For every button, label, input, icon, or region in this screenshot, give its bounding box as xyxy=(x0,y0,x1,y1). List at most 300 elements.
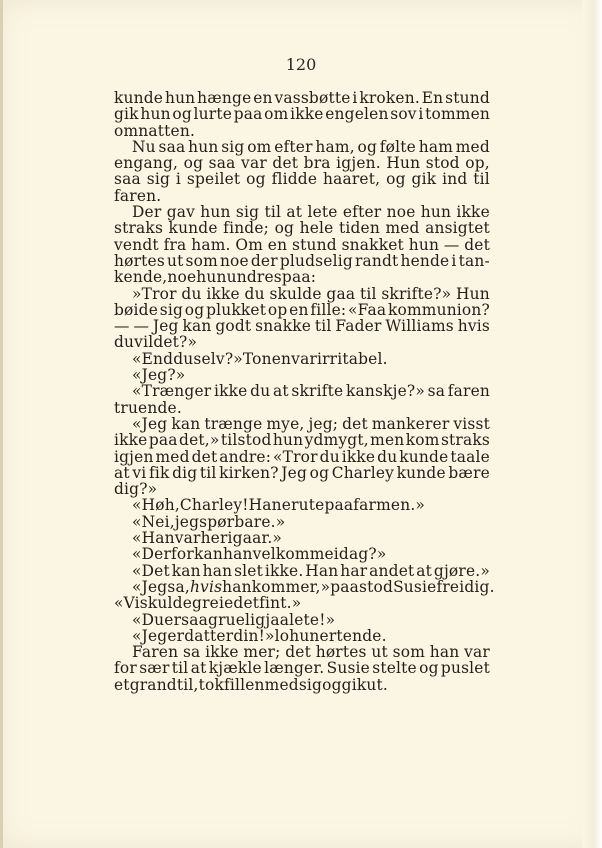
text-line xyxy=(114,237,490,253)
word: han xyxy=(222,545,253,564)
word: var xyxy=(174,529,201,548)
word: gruelig xyxy=(208,610,266,629)
word: i xyxy=(352,89,358,107)
word: ut xyxy=(166,251,184,270)
word: kunde xyxy=(114,89,164,107)
word: du xyxy=(244,284,265,303)
word: bare.» xyxy=(234,512,286,531)
text-line xyxy=(114,334,490,350)
word: igjen xyxy=(114,447,154,466)
word: som xyxy=(392,643,425,662)
word: om xyxy=(114,121,139,140)
text-line xyxy=(114,188,490,204)
word: godt xyxy=(215,317,252,336)
word: gik xyxy=(114,105,139,124)
text-line xyxy=(114,286,490,302)
text-line xyxy=(114,171,490,187)
word: hørtes xyxy=(114,251,165,270)
word: stund xyxy=(292,235,337,254)
text-line xyxy=(114,514,490,530)
word: der xyxy=(250,251,278,270)
text-line xyxy=(114,416,490,432)
text-line xyxy=(114,90,490,106)
word: og xyxy=(183,154,204,173)
word: du xyxy=(114,333,135,352)
word: din!» xyxy=(233,626,275,645)
word: visst xyxy=(453,414,490,433)
word: du xyxy=(377,447,398,466)
word: at xyxy=(190,659,207,678)
word: igjen. xyxy=(336,154,381,173)
word: selv?» xyxy=(193,349,243,368)
word: du xyxy=(173,349,194,368)
word: og xyxy=(184,300,205,319)
text-line xyxy=(114,530,490,546)
word: du xyxy=(319,447,340,466)
word: kan xyxy=(171,561,201,580)
word: og xyxy=(419,659,439,678)
word: jaalete!» xyxy=(265,610,336,629)
word: paa xyxy=(233,105,263,124)
body-text xyxy=(114,89,495,694)
word: et xyxy=(114,675,130,694)
word: kommer,» xyxy=(251,577,331,596)
word: gik xyxy=(341,675,367,694)
word: i xyxy=(418,105,424,124)
word: faren xyxy=(447,382,490,401)
word: kirken? xyxy=(219,463,279,482)
word: sær xyxy=(139,659,170,678)
word: »Tror xyxy=(132,284,177,303)
word: «Han xyxy=(132,529,175,548)
word: mer; xyxy=(243,643,281,662)
page-right-edge xyxy=(582,0,602,848)
word: var xyxy=(241,154,267,173)
word: Charley! xyxy=(179,496,249,515)
word: «Vi xyxy=(114,594,140,613)
word: gav xyxy=(166,203,196,222)
word: noe xyxy=(219,251,249,270)
text-line xyxy=(114,106,490,122)
word: slet xyxy=(234,561,263,580)
word: «Jeg xyxy=(132,414,168,433)
word: er xyxy=(167,626,185,645)
text-line xyxy=(114,432,490,448)
word: tilstod xyxy=(220,431,272,450)
text-line xyxy=(114,612,490,628)
word: kanskje?» xyxy=(345,382,425,401)
word: skrifte xyxy=(291,382,344,401)
word: om xyxy=(247,137,272,156)
word: længer. xyxy=(264,659,325,678)
word: det xyxy=(272,154,299,173)
word: straks xyxy=(114,219,164,238)
word: gjøre.» xyxy=(433,561,490,580)
word: og xyxy=(246,170,266,189)
page-left-edge xyxy=(0,0,3,848)
word: som xyxy=(185,251,218,270)
text-line xyxy=(114,577,495,596)
word: Om xyxy=(235,235,263,254)
word: op, xyxy=(465,154,490,173)
word: gaa xyxy=(326,284,356,303)
word: hun xyxy=(196,268,227,287)
word: hvis xyxy=(189,577,223,596)
word: Tonen xyxy=(242,349,292,368)
word: dig xyxy=(172,463,198,482)
word: ikke xyxy=(290,105,324,124)
word: ut. xyxy=(366,675,388,694)
word: dig?» xyxy=(114,480,158,499)
word: hun xyxy=(140,105,171,124)
word: igaar.» xyxy=(227,529,283,548)
word: finde; xyxy=(223,219,270,238)
word: Jeg xyxy=(152,317,179,336)
word: i xyxy=(175,170,182,189)
text-line xyxy=(114,123,490,139)
word: natten. xyxy=(138,121,196,140)
word: og xyxy=(309,463,330,482)
word: her xyxy=(200,529,228,548)
word: hun xyxy=(200,203,231,222)
word: paa xyxy=(324,496,354,515)
word: at xyxy=(286,203,303,222)
word: har xyxy=(340,561,368,580)
word: Han xyxy=(248,496,282,515)
word: hun xyxy=(408,235,440,254)
word: hun xyxy=(289,626,320,645)
word: er xyxy=(164,610,182,629)
word: greie xyxy=(192,594,234,613)
word: ikke xyxy=(341,447,376,466)
word: komme xyxy=(275,545,334,564)
word: — xyxy=(443,235,460,254)
word: «Faa xyxy=(348,300,387,319)
word: stod xyxy=(425,154,460,173)
word: hun xyxy=(188,137,219,156)
word: det xyxy=(464,235,490,254)
word: kan xyxy=(193,545,223,564)
word: «Tror xyxy=(273,447,318,466)
word: engelen xyxy=(325,105,389,124)
word: sig xyxy=(159,300,184,319)
word: spør xyxy=(199,512,235,531)
word: sa xyxy=(182,643,201,662)
word: plukket xyxy=(206,300,267,319)
word: Hun xyxy=(386,154,421,173)
word: ertende. xyxy=(319,626,387,645)
word: paastod xyxy=(330,577,394,596)
word: ikke xyxy=(205,643,239,662)
text-line xyxy=(114,677,490,693)
word: vel xyxy=(252,545,276,564)
word: fik xyxy=(148,463,170,482)
word: mankerer xyxy=(371,414,450,433)
word: og xyxy=(386,170,406,189)
word: fille: xyxy=(310,300,347,319)
word: Charley xyxy=(331,463,395,482)
word: og xyxy=(357,137,378,156)
text-line xyxy=(114,139,490,155)
word: ham, xyxy=(315,137,355,156)
word: undres xyxy=(226,268,282,287)
word: «Trænger xyxy=(132,382,212,401)
text-line xyxy=(114,644,490,660)
word: til xyxy=(473,170,490,189)
word: op xyxy=(267,300,288,319)
word: vassbøtte xyxy=(274,89,351,107)
word: vendt xyxy=(114,235,159,254)
word: at xyxy=(114,463,130,482)
word: noe xyxy=(386,203,416,222)
word: pludselig xyxy=(279,251,353,270)
word: det xyxy=(285,643,311,662)
word: efter xyxy=(342,203,382,222)
word: kende, xyxy=(114,268,168,287)
word: puslet xyxy=(440,659,490,678)
text-line xyxy=(114,481,490,497)
word: ind xyxy=(442,170,468,189)
word: du xyxy=(181,284,202,303)
word: «Høh, xyxy=(132,496,180,515)
word: ikke xyxy=(456,203,490,222)
word: og xyxy=(322,675,342,694)
word: snakke xyxy=(255,317,312,336)
text-line xyxy=(114,449,490,465)
text-line xyxy=(114,660,490,676)
text-line xyxy=(114,465,490,481)
word: paa xyxy=(148,431,178,450)
word: ut xyxy=(371,643,388,662)
word: ham. xyxy=(191,235,231,254)
word: Han xyxy=(305,561,339,580)
word: tommen xyxy=(425,105,490,124)
word: sig xyxy=(146,170,171,189)
word: det xyxy=(342,414,368,433)
word: hende xyxy=(400,251,450,270)
text-line xyxy=(114,400,490,416)
word: skrifte?» xyxy=(381,284,452,303)
word: kroken. xyxy=(359,89,420,107)
text-line xyxy=(114,497,490,513)
word: med xyxy=(455,137,490,156)
word: følte xyxy=(379,137,416,156)
word: datter xyxy=(184,626,234,645)
word: «Jeg xyxy=(132,577,168,596)
word: «Jeg?» xyxy=(132,366,186,385)
word: Der xyxy=(132,203,162,222)
word: fra xyxy=(163,235,187,254)
word: og xyxy=(274,219,295,238)
word: at xyxy=(416,561,433,580)
word: «Jeg xyxy=(132,626,168,645)
word: kommunion? xyxy=(388,300,490,319)
text-line xyxy=(114,253,490,269)
word: tok xyxy=(198,675,224,694)
word: saa xyxy=(208,154,236,173)
text-line xyxy=(114,383,490,399)
word: til xyxy=(359,284,377,303)
word: stund xyxy=(445,89,490,107)
word: ikke xyxy=(206,284,240,303)
word: tiden xyxy=(338,219,380,238)
word: det?» xyxy=(153,333,198,352)
text-line xyxy=(114,351,490,367)
word: hørtes xyxy=(315,643,367,662)
word: det xyxy=(233,594,260,613)
word: sig xyxy=(235,203,260,222)
word: hun xyxy=(164,89,196,107)
word: tan- xyxy=(458,251,490,270)
word: haaret, xyxy=(323,170,381,189)
word: er xyxy=(281,496,299,515)
word: kjækle xyxy=(208,659,262,678)
word: var xyxy=(464,643,490,662)
word: sa xyxy=(427,382,446,401)
word: om xyxy=(264,105,289,124)
word: hele xyxy=(299,219,334,238)
word: med xyxy=(155,447,190,466)
text-line xyxy=(114,318,490,334)
word: «Du xyxy=(132,610,165,629)
word: lurte xyxy=(193,105,233,124)
word: vil xyxy=(134,333,154,352)
word: «Nei, xyxy=(132,512,175,531)
word: ute xyxy=(298,496,325,515)
text-line xyxy=(114,367,490,383)
word: En xyxy=(421,89,444,107)
word: «Derfor xyxy=(132,545,194,564)
word: han xyxy=(222,577,252,596)
word: ikke xyxy=(214,382,248,401)
word: sig xyxy=(298,675,323,694)
word: ikke xyxy=(114,431,148,450)
word: til xyxy=(199,463,217,482)
word: og xyxy=(172,105,192,124)
word: Faren xyxy=(132,643,179,662)
word: speilet xyxy=(186,170,241,189)
word: du xyxy=(250,382,271,401)
word: en xyxy=(267,235,288,254)
word: Nu xyxy=(132,137,156,156)
word: men xyxy=(370,431,405,450)
page-number: 120 xyxy=(285,55,317,74)
word: — xyxy=(114,317,130,336)
word: for xyxy=(114,659,137,678)
word: ansigtet xyxy=(425,219,490,238)
word: sov xyxy=(390,105,417,124)
word: farmen.» xyxy=(353,496,426,515)
word: freidig. xyxy=(436,577,495,596)
word: det xyxy=(191,447,218,466)
text-line xyxy=(114,628,490,644)
word: irritabel. xyxy=(317,349,388,368)
word: kunde xyxy=(168,219,218,238)
word: mye, xyxy=(266,414,305,433)
word: Susie xyxy=(326,659,370,678)
word: «Det xyxy=(132,561,170,580)
word: — xyxy=(133,317,150,336)
word: jeg xyxy=(174,512,200,531)
word: han xyxy=(202,561,233,580)
word: saa xyxy=(158,137,186,156)
word: til xyxy=(264,203,282,222)
word: kunde xyxy=(396,463,446,482)
word: «End xyxy=(132,349,174,368)
word: han xyxy=(429,643,460,662)
word: Hun xyxy=(456,284,490,303)
text-line xyxy=(114,155,490,171)
word: kom xyxy=(405,431,440,450)
word: lete xyxy=(307,203,338,222)
word: flidde xyxy=(271,170,318,189)
word: kan xyxy=(182,317,212,336)
word: en xyxy=(253,89,273,107)
word: noe xyxy=(167,268,197,287)
word: Fader xyxy=(335,317,382,336)
word: skulde xyxy=(269,284,322,303)
word: gik xyxy=(411,170,437,189)
word: til, xyxy=(176,675,199,694)
word: engang, xyxy=(114,154,179,173)
word: trænge xyxy=(204,414,263,433)
word: skulde xyxy=(139,594,193,613)
word: bære xyxy=(448,463,490,482)
word: ham xyxy=(418,137,453,156)
word: hun xyxy=(272,431,304,450)
word: sig xyxy=(221,137,245,156)
word: vi xyxy=(132,463,147,482)
word: i xyxy=(451,251,457,270)
word: straks xyxy=(440,431,490,450)
word: grand xyxy=(129,675,177,694)
text-line xyxy=(114,546,490,562)
word: stelte xyxy=(372,659,417,678)
word: lo xyxy=(274,626,290,645)
text-line xyxy=(114,595,490,611)
text-line xyxy=(114,220,490,236)
word: taale xyxy=(450,447,490,466)
word: saa xyxy=(181,610,209,629)
word: det,» xyxy=(179,431,220,450)
word: fint.» xyxy=(259,594,302,613)
word: truende. xyxy=(114,398,182,417)
word: saa xyxy=(114,170,141,189)
word: Williams xyxy=(385,317,454,336)
word: til xyxy=(314,317,332,336)
word: randt xyxy=(354,251,399,270)
word: hvis xyxy=(457,317,490,336)
word: at xyxy=(272,382,289,401)
word: jeg; xyxy=(308,414,339,433)
word: ydmygt, xyxy=(304,431,369,450)
text-line xyxy=(114,204,490,220)
word: sa, xyxy=(167,577,190,596)
word: til xyxy=(171,659,189,678)
word: ikke. xyxy=(264,561,304,580)
word: hun xyxy=(420,203,452,222)
word: fillen xyxy=(223,675,265,694)
word: hænge xyxy=(197,89,252,107)
word: var xyxy=(291,349,317,368)
word: andet xyxy=(369,561,415,580)
text-line xyxy=(114,302,490,318)
word: bøide xyxy=(114,300,159,319)
word: andre: xyxy=(219,447,272,466)
word: kan xyxy=(171,414,201,433)
word: med xyxy=(385,219,420,238)
text-line xyxy=(114,563,490,579)
